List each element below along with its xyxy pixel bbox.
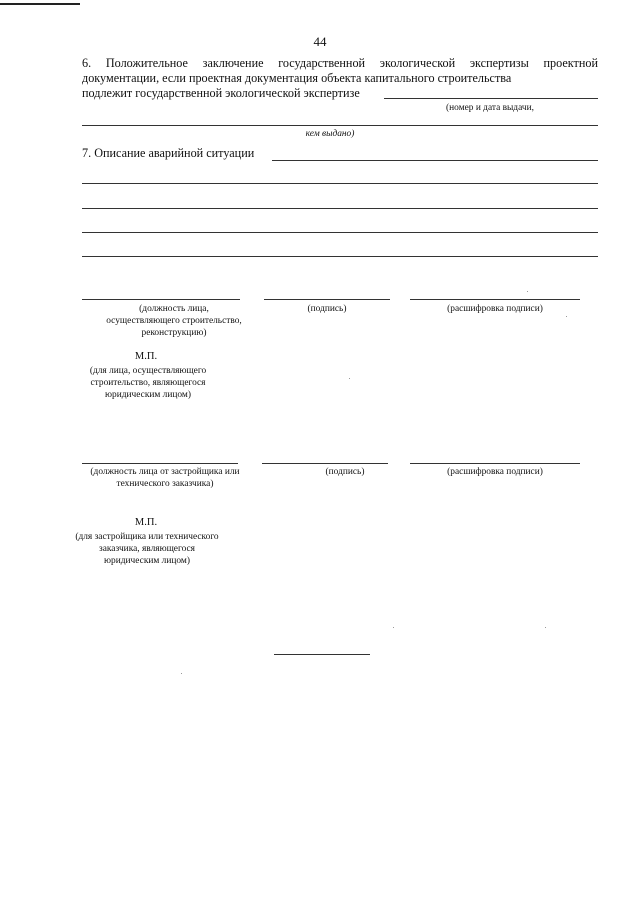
customer-signature-line bbox=[262, 463, 388, 464]
customer-seal-note: (для застройщика или технического заказчика, являющегося юридическим лицом) bbox=[75, 532, 219, 566]
caption-number-date: (номер и дата выдачи, bbox=[446, 103, 534, 113]
customer-seal-label: М.П. bbox=[134, 517, 158, 528]
customer-position-caption: (должность лица от застройщика или технического заказчика) bbox=[90, 467, 240, 489]
header-rule bbox=[0, 3, 80, 5]
section-6-fill-line-2 bbox=[82, 125, 598, 126]
scan-speck bbox=[545, 627, 546, 628]
section-7-heading: 7. Описание аварийной ситуации bbox=[82, 146, 255, 160]
builder-seal-note: (для лица, осуществляющего строительство, являющегося юридическим лицом) bbox=[89, 366, 207, 400]
section-6-fill-line-1 bbox=[384, 98, 598, 99]
scan-speck bbox=[566, 316, 567, 317]
section-6-paragraph bbox=[82, 56, 598, 101]
section-7-fill-line-1 bbox=[82, 183, 598, 184]
section-7-fill-line-4 bbox=[82, 256, 598, 257]
builder-position-caption: (должность лица, осуществляющего строительство, реконструкцию) bbox=[106, 304, 242, 338]
caption-issued-by: кем выдано) bbox=[305, 129, 355, 139]
customer-position-line bbox=[82, 463, 238, 464]
builder-transcript-line bbox=[410, 299, 580, 300]
section-7-fill-line-3 bbox=[82, 232, 598, 233]
customer-transcript-line bbox=[410, 463, 580, 464]
section-7-fill-line-2 bbox=[82, 208, 598, 209]
bottom-separator bbox=[274, 654, 370, 655]
builder-transcript-caption: (расшифровка подписи) bbox=[447, 304, 543, 314]
builder-seal-label: М.П. bbox=[134, 351, 158, 362]
builder-signature-line bbox=[264, 299, 390, 300]
section-6-text: 6. Положительное заключение государственной экологической экспертизы проектной документации, если проектная документация объекта капитального строительства bbox=[82, 56, 598, 85]
section-6-last-line: подлежит государственной экологической экспертизе bbox=[82, 86, 360, 100]
scan-speck bbox=[393, 627, 394, 628]
section-7-fill-line-0 bbox=[272, 160, 598, 161]
customer-transcript-caption: (расшифровка подписи) bbox=[447, 467, 543, 477]
customer-signature-caption: (подпись) bbox=[325, 467, 365, 477]
scan-speck bbox=[181, 673, 182, 674]
scan-speck bbox=[349, 378, 350, 379]
builder-position-line bbox=[82, 299, 240, 300]
page-number: 44 bbox=[313, 34, 327, 49]
scan-speck bbox=[527, 291, 528, 292]
builder-signature-caption: (подпись) bbox=[307, 304, 347, 314]
